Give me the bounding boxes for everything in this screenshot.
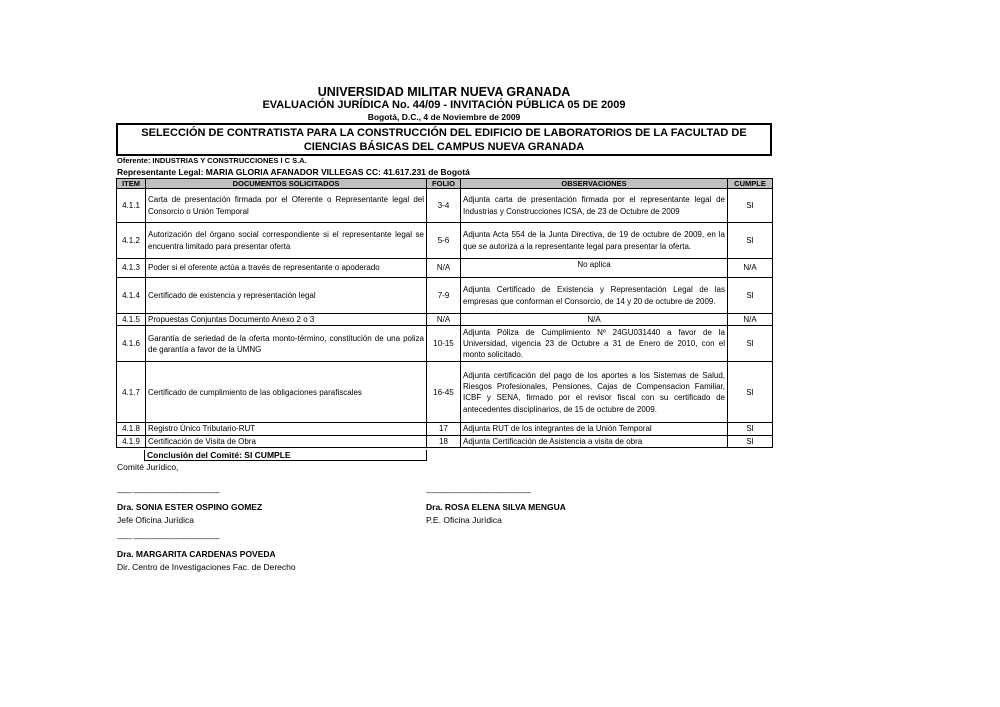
cell-documento: Propuestas Conjuntas Documento Anexo 2 o 3 <box>146 314 427 326</box>
cell-documento: Garantía de seriedad de la oferta monto-término, constitución de una poliza de garantía a favor de la UMNG <box>146 326 427 362</box>
cell-folio: 16-45 <box>427 362 461 423</box>
table-row <box>117 278 773 314</box>
cell-item: 4.1.3 <box>117 259 146 278</box>
cell-documento: Registro Único Tributario-RUT <box>146 423 427 435</box>
cell-observacion: Adjunta Certificado de Existencia y Representación Legal de las empresas que conforman el Consorcio, de 14 y 20 de octubre de 2009. <box>461 278 728 314</box>
cell-folio: 10-15 <box>427 326 461 362</box>
cell-observacion: Adjunta carta de presentación firmada por el representante legal de Industrias y Construcciones ICSA, de 23 de Octubre de 2009 <box>461 189 728 223</box>
cell-item: 4.1.7 <box>117 362 146 423</box>
cell-documento: Autorización del órgano social correspondiente si el representante legal se encuentra limitado para presentar oferta <box>146 223 427 259</box>
cell-folio: N/A <box>427 314 461 326</box>
cell-item: 4.1.1 <box>117 189 146 223</box>
cell-documento: Carta de presentación firmada por el Oferente o Representante legal del Consorcio o Unión Temporal <box>146 189 427 223</box>
table-row <box>117 435 773 447</box>
cell-documento: Poder si el oferente actúa a través de representante o apoderado <box>146 259 427 278</box>
cell-observacion: No aplica <box>461 259 728 278</box>
place-date: Bogotá, D.C., 4 de Noviembre de 2009 <box>367 112 521 122</box>
cell-documento: Certificación de Visita de Obra <box>146 435 427 447</box>
signature-line: -------- ----------------------------------------------- <box>117 536 220 543</box>
cell-folio: 7-9 <box>427 278 461 314</box>
table-row <box>117 223 773 259</box>
cell-cumple: SI <box>728 223 773 259</box>
cell-item: 4.1.4 <box>117 278 146 314</box>
cell-item: 4.1.8 <box>117 423 146 435</box>
table-row <box>117 423 773 435</box>
cell-observacion: Adjunta Acta 554 de la Junta Directiva, de 19 de octubre de 2009, en la que se autoriza a la representante legal para presentar la oferta. <box>461 223 728 259</box>
cell-folio: 3-4 <box>427 189 461 223</box>
cell-cumple: SI <box>728 435 773 447</box>
signatory-role: P.E. Oficina Jurídica <box>426 515 502 525</box>
signature-line: --------------------------------------------------------- <box>426 490 531 497</box>
cell-cumple: SI <box>728 423 773 435</box>
cell-observacion: Adjunta Certificación de Asistencia a visita de obra <box>461 435 728 447</box>
table-row <box>117 326 773 362</box>
cell-folio: 17 <box>427 423 461 435</box>
committee-conclusion: Conclusión del Comité: SI CUMPLE <box>144 450 427 461</box>
cell-cumple: SI <box>728 326 773 362</box>
evaluation-table <box>116 178 773 448</box>
oferente-label: Oferente: INDUSTRIAS Y CONSTRUCCIONES I C S.A. <box>117 156 307 165</box>
cell-cumple: SI <box>728 278 773 314</box>
signatory-name: Dra. SONIA ESTER OSPINO GOMEZ <box>117 502 263 512</box>
cell-cumple: SI <box>728 362 773 423</box>
cell-documento: Certificado de existencia y representación legal <box>146 278 427 314</box>
table-row <box>117 362 773 423</box>
selection-title-box <box>116 123 772 156</box>
cell-folio: 5-6 <box>427 223 461 259</box>
cell-observacion: Adjunta certificación del pago de los aportes a los Sistemas de Salud, Riesgos Profesionales, Pensiones, Cajas de Compensacion Familiar, ICBF y SENA, firmado por el revisor fiscal con su certificado de antecedentes disciplinarios, de 15 de octubre de 2009. <box>461 362 728 423</box>
header-documentos: DOCUMENTOS SOLICITADOS <box>146 179 427 189</box>
cell-observacion: N/A <box>461 314 728 326</box>
selection-title-line1: SELECCIÓN DE CONTRATISTA PARA LA CONSTRUCCIÓN DEL EDIFICIO DE LABORATORIOS DE LA FACULTAD DE <box>141 127 747 139</box>
legal-representative-label: Representante Legal: MARIA GLORIA AFANADOR VILLEGAS CC: 41.617.231 de Bogotá <box>117 167 470 177</box>
evaluation-subtitle: EVALUACIÓN JURÍDICA No. 44/09 - INVITACIÓN PÚBLICA 05 DE 2009 <box>262 99 626 111</box>
header-observaciones: OBSERVACIONES <box>461 179 728 189</box>
cell-folio: N/A <box>427 259 461 278</box>
cell-item: 4.1.5 <box>117 314 146 326</box>
signatory-name: Dra. MARGARITA CARDENAS POVEDA <box>117 549 276 559</box>
cell-cumple: N/A <box>728 314 773 326</box>
header-item: ITEM <box>117 179 146 189</box>
table-row <box>117 259 773 278</box>
header-cumple: CUMPLE <box>728 179 773 189</box>
header-folio: FOLIO <box>427 179 461 189</box>
signatory-role: Jefe Oficina Jurídica <box>117 515 195 525</box>
committee-label: Comité Jurídico, <box>117 462 179 472</box>
table-row <box>117 314 773 326</box>
cell-observacion: Adjunta RUT de los integrantes de la Unión Temporal <box>461 423 728 435</box>
cell-documento: Certificado de cumplimiento de las obligaciones parafiscales <box>146 362 427 423</box>
table-header-row <box>117 179 773 189</box>
university-title: UNIVERSIDAD MILITAR NUEVA GRANADA <box>317 85 571 99</box>
cell-observacion: Adjunta Póliza de Cumplimiento Nº 24GU031440 a favor de la Universidad, vigencia 23 de Octubre a 31 de Enero de 2010, con el monto solicitado. <box>461 326 728 362</box>
cell-item: 4.1.6 <box>117 326 146 362</box>
selection-title-line2: CIENCIAS BÁSICAS DEL CAMPUS NUEVA GRANADA <box>303 141 585 153</box>
cell-item: 4.1.2 <box>117 223 146 259</box>
cell-item: 4.1.9 <box>117 435 146 447</box>
signatory-role: Dir. Centro de Investigaciones Fac. de Derecho <box>117 562 296 572</box>
cell-folio: 18 <box>427 435 461 447</box>
signatory-name: Dra. ROSA ELENA SILVA MENGUA <box>426 502 566 512</box>
signature-line: -------- ----------------------------------------------- <box>117 490 220 497</box>
cell-cumple: N/A <box>728 259 773 278</box>
cell-cumple: SI <box>728 189 773 223</box>
table-row <box>117 189 773 223</box>
